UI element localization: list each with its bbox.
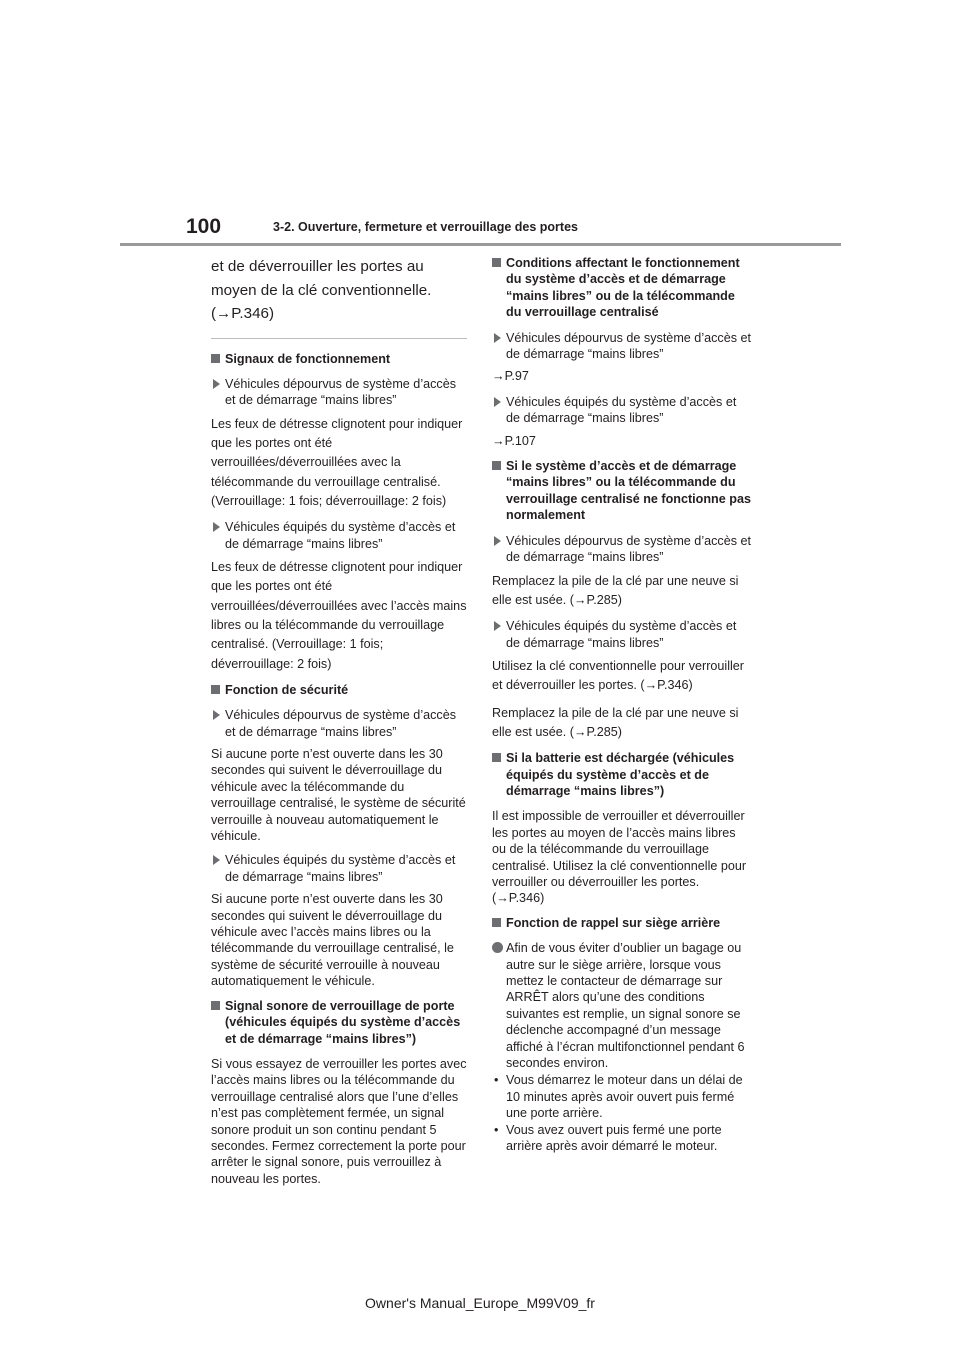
heading-text: Fonction de sécurité [225, 682, 349, 697]
subheading [492, 618, 752, 651]
triangle-bullet-icon [494, 536, 501, 546]
subheading-text: Véhicules équipés du système d’accès et de démarrage “mains libres” [506, 619, 737, 650]
round-bullet-icon [492, 942, 503, 953]
list-marker: • [494, 1122, 499, 1137]
subheading-text: Véhicules équipés du système d’accès et de démarrage “mains libres” [506, 394, 737, 426]
heading-text: Signal sonore de verrouillage de porte (véhicules équipés du système d’accès et de démarrage “mains libres”) [225, 998, 461, 1046]
subheading-text: Véhicules équipés du système d’accès et de démarrage “mains libres” [225, 520, 456, 551]
section-heading-malfunction [492, 458, 752, 524]
square-bullet-icon [492, 918, 501, 927]
subheading-text: Véhicules dépourvus de système d’accès et de démarrage “mains libres” [225, 708, 457, 739]
paragraph: Si aucune porte n’est ouverte dans les 30 secondes qui suivent le déverrouillage du véhicule avec la télécommande du verrouillage centralisé, le système de sécurité verrouille à nouveau automatiquement le véhicule. [211, 747, 466, 844]
chapter-title: 3-2. Ouverture, fermeture et verrouillage des portes [273, 220, 578, 234]
page-reference: →P.97 [492, 369, 529, 384]
triangle-bullet-icon [213, 710, 220, 720]
subheading [492, 330, 752, 363]
subheading-text: Véhicules dépourvus de système d’accès et de démarrage “mains libres” [506, 533, 752, 565]
subheading [211, 376, 467, 409]
triangle-bullet-icon [213, 379, 220, 389]
subheading-text: Véhicules dépourvus de système d’accès et de démarrage “mains libres” [506, 330, 752, 362]
section-heading-lock-buzzer [211, 998, 467, 1047]
section-heading-rear-seat-reminder [492, 915, 752, 931]
subheading [492, 533, 752, 566]
list-item [492, 1122, 752, 1155]
intro-text: et de déverrouiller les portes au moyen de la clé conventionnelle. (→P.346) [211, 258, 432, 322]
page-reference: →P.107 [492, 433, 536, 448]
heading-text: Si le système d’accès et de démarrage “mains libres” ou la télécommande du verrouillage centralisé ne fonctionne pas normalement [506, 459, 751, 523]
section-heading-battery [492, 750, 752, 799]
subheading [492, 394, 752, 427]
heading-text: Conditions affectant le fonctionnement du système d’accès et de démarrage “mains libres” ou de la télécommande du verrouillage centralisé [506, 256, 740, 320]
triangle-bullet-icon [494, 333, 501, 343]
square-bullet-icon [211, 1001, 220, 1010]
footer-text: Owner's Manual_Europe_M99V09_fr [365, 1295, 595, 1311]
bullet-text: Afin de vous éviter d’oublier un bagage ou autre sur le siège arrière, lorsque vous mettez le contacteur de démarrage sur ARRÊT alors qu’une des conditions suivantes est remplie, un signal sonore se déclenche accompagné d’un message affiché à l’écran multifonctionnel pendant 6 secondes environ. [506, 941, 745, 1070]
subheading-text: Véhicules dépourvus de système d’accès et de démarrage “mains libres” [225, 376, 457, 408]
square-bullet-icon [211, 354, 220, 363]
page-number: 100 [186, 215, 222, 238]
triangle-bullet-icon [213, 855, 220, 865]
heading-text: Si la batterie est déchargée (véhicules équipés du système d’accès et de démarrage “mains libres”) [506, 751, 735, 798]
square-bullet-icon [492, 461, 501, 470]
square-bullet-icon [211, 685, 220, 694]
heading-text: Signaux de fonctionnement [225, 351, 391, 366]
round-bullet-item [492, 940, 752, 1071]
paragraph: Si aucune porte n’est ouverte dans les 30 secondes qui suivent le déverrouillage du véhicule avec l’accès mains libres ou la télécommande du verrouillage centralisé, le système de sécurité verrouille à nouveau automatiquement le véhicule. [211, 892, 454, 989]
section-heading-signals [211, 351, 467, 367]
subheading [211, 707, 467, 740]
triangle-bullet-icon [213, 522, 220, 532]
paragraph: Si vous essayez de verrouiller les portes avec l’accès mains libres ou la télécommande du verrouillage centralisé alors que l’une d’elles n’est pas complètement fermée, un signal sonore produit un son continu pendant 5 secondes. Fermez correctement la porte pour arrêter le signal sonore, puis verrouillez à nouveau les portes. [211, 1056, 467, 1186]
subheading [211, 852, 467, 885]
section-heading-conditions [492, 255, 752, 321]
header-divider [120, 243, 841, 246]
square-bullet-icon [492, 258, 501, 267]
triangle-bullet-icon [494, 397, 501, 407]
paragraph: Les feux de détresse clignotent pour indiquer que les portes ont été verrouillées/déverrouillées avec l’accès mains libres ou la télécommande du verrouillage centralisé. (Verrouillage: 1 fois; déverrouillage: 2 fois) [211, 560, 467, 671]
square-bullet-icon [492, 753, 501, 762]
list-item-text: Vous avez ouvert puis fermé une porte arrière après avoir démarré le moteur. [506, 1122, 722, 1154]
heading-text: Fonction de rappel sur siège arrière [506, 915, 721, 930]
intro-divider [211, 338, 467, 339]
paragraph: Remplacez la pile de la clé par une neuve si elle est usée. (→P.285) [492, 705, 739, 739]
subheading [211, 519, 467, 552]
paragraph: Les feux de détresse clignotent pour indiquer que les portes ont été verrouillées/déverrouillées avec la télécommande du verrouillage centralisé. (Verrouillage: 1 fois; déverrouillage: 2 fois) [211, 416, 463, 508]
paragraph: Utilisez la clé conventionnelle pour verrouiller et déverrouiller les portes. (→P.346) [492, 658, 744, 693]
triangle-bullet-icon [494, 621, 501, 631]
list-item-text: Vous démarrez le moteur dans un délai de 10 minutes après avoir ouvert puis fermé une porte arrière. [506, 1073, 743, 1121]
right-column [492, 255, 752, 1154]
list-item [492, 1072, 752, 1121]
list-marker: • [494, 1073, 499, 1088]
left-column [211, 255, 467, 1195]
paragraph: Il est impossible de verrouiller et déverrouiller les portes au moyen de l’accès mains libres ou de la télécommande du verrouillage centralisé. Utilisez la clé conventionnelle pour verrouiller ou déverrouiller les portes. (→P.346) [492, 809, 747, 906]
paragraph: Remplacez la pile de la clé par une neuve si elle est usée. (→P.285) [492, 573, 739, 607]
section-heading-security [211, 682, 467, 698]
subheading-text: Véhicules équipés du système d’accès et de démarrage “mains libres” [225, 853, 456, 884]
